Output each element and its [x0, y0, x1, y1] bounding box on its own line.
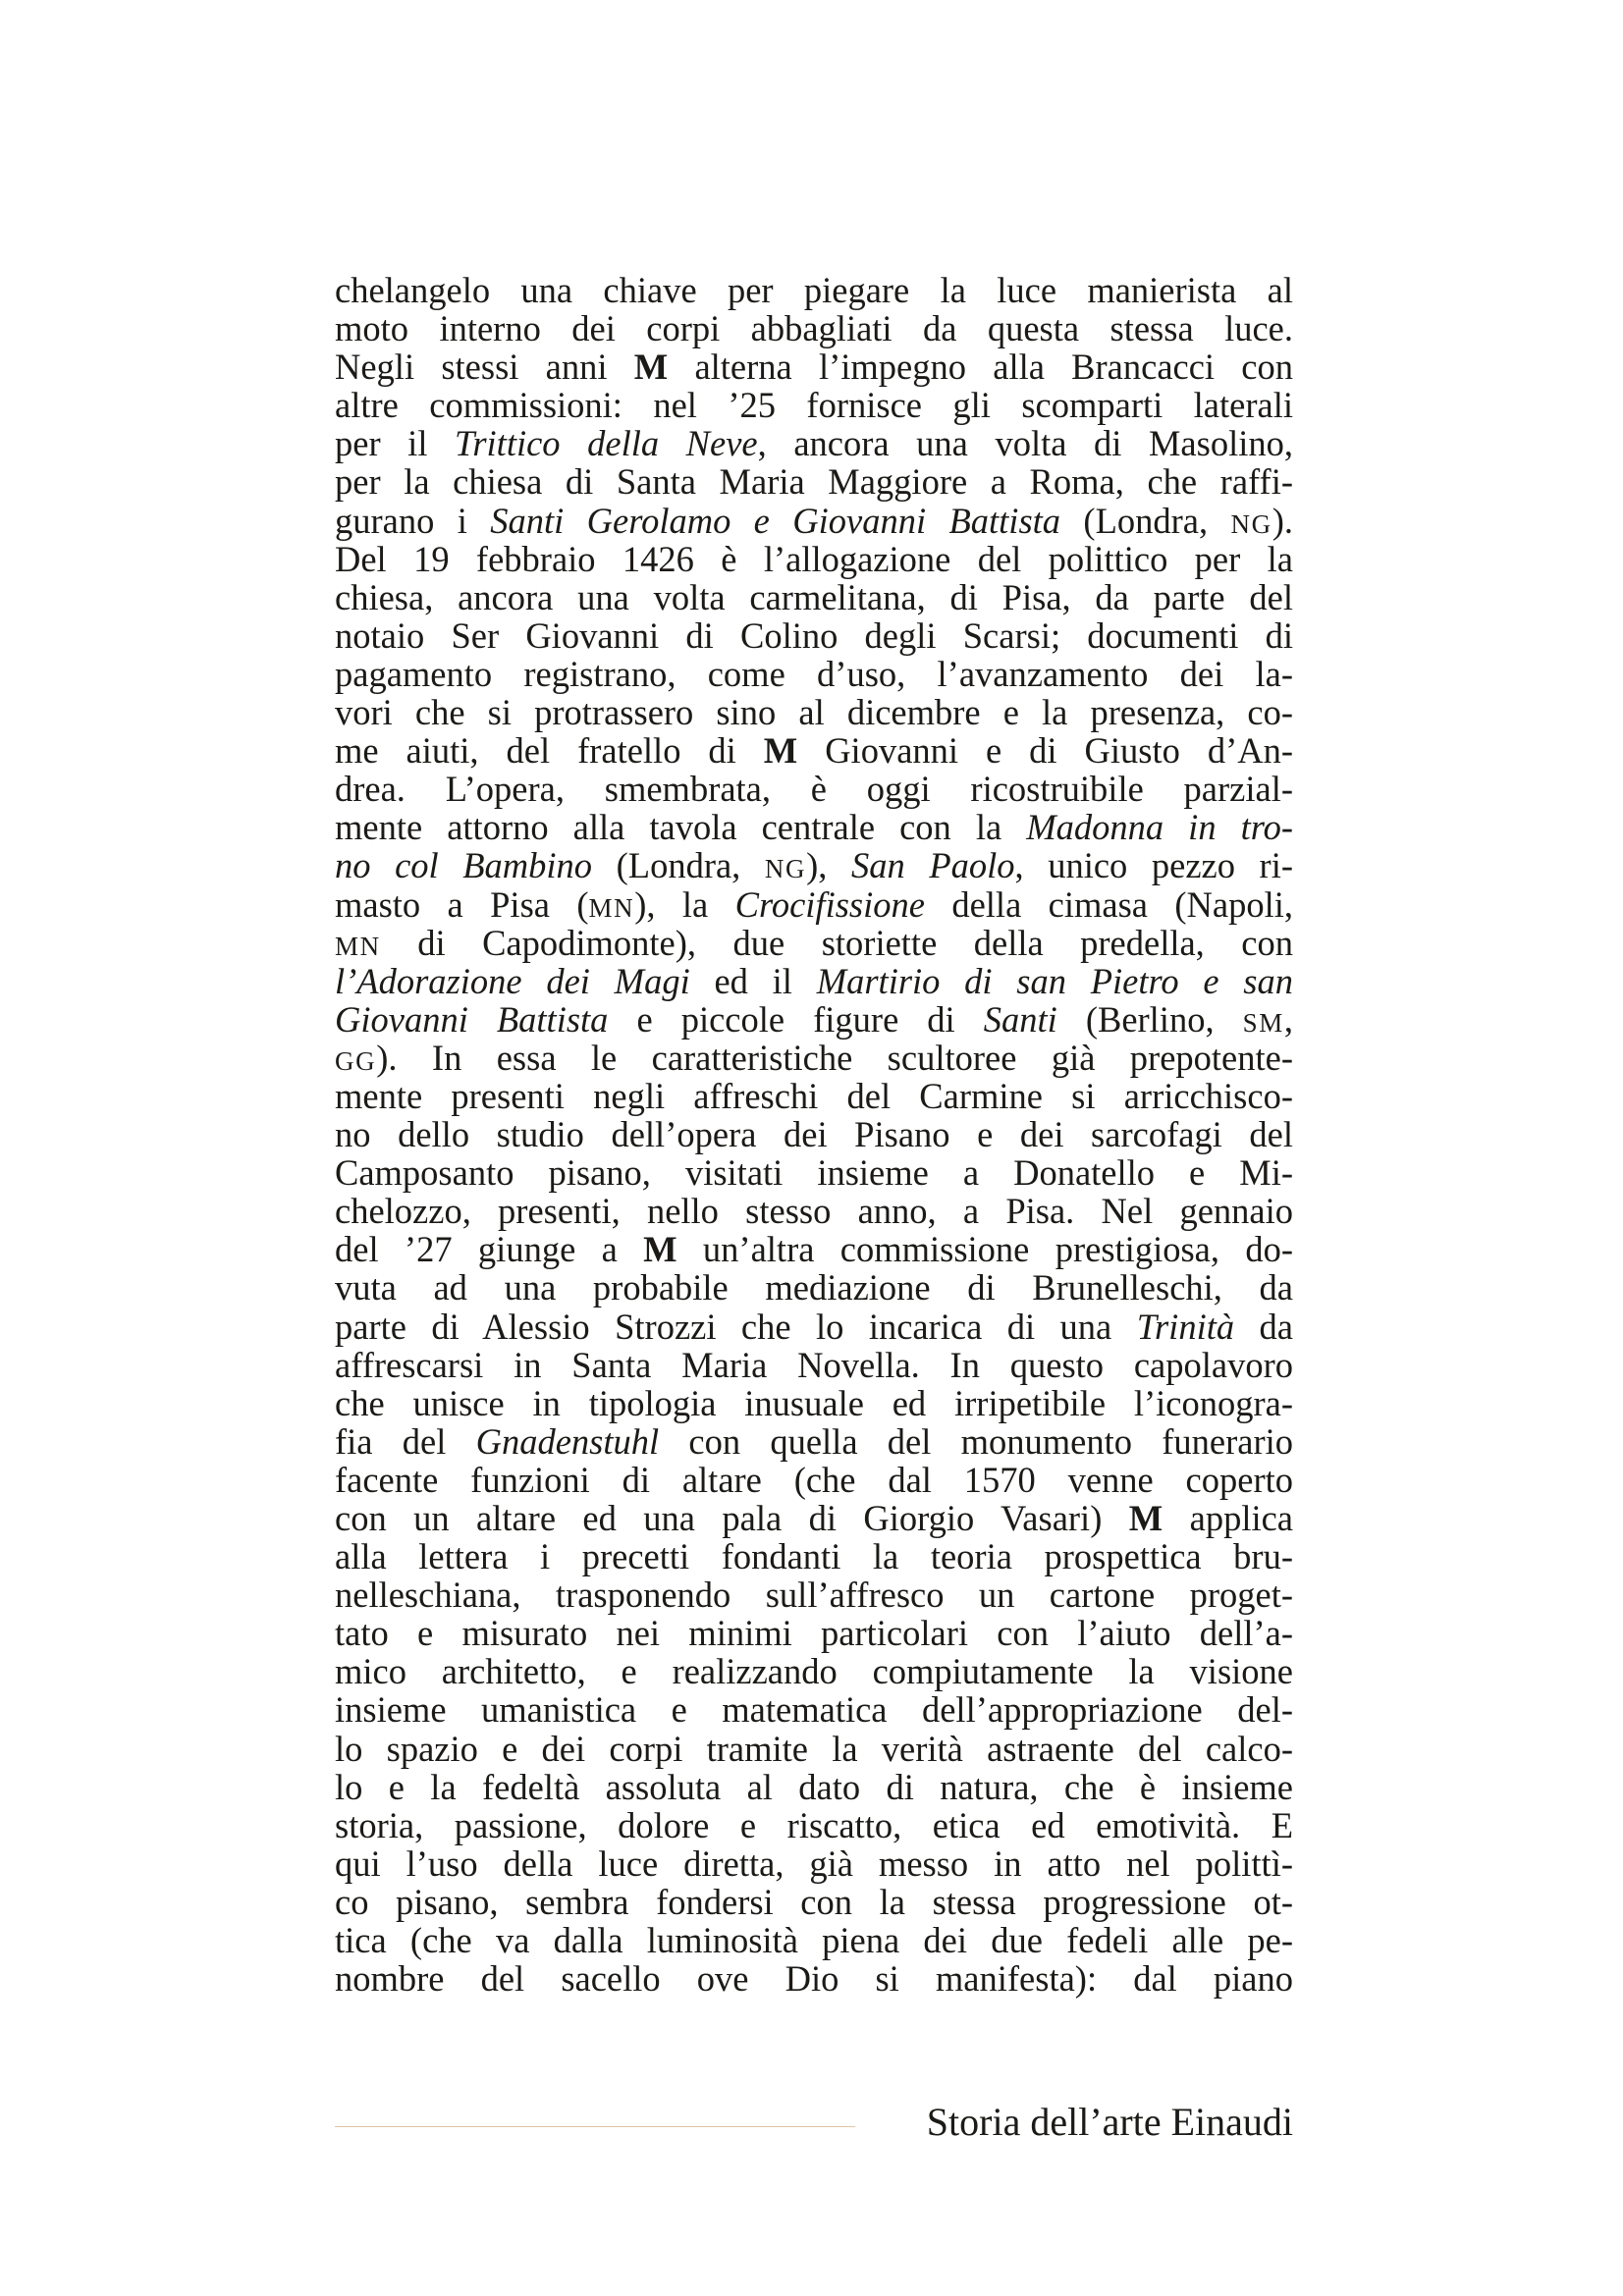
footer-title: Storia dell’arte Einaudi	[926, 2100, 1293, 2144]
text-line	[335, 1346, 1293, 1384]
text-span: alterna l’impegno alla Brancacci con	[668, 347, 1293, 388]
italic-span: Santi	[983, 998, 1057, 1040]
text-span: pagamento registrano, come d’uso, l’avanzamento dei la-	[335, 653, 1293, 694]
text-line	[335, 386, 1293, 424]
text-line	[335, 1422, 1293, 1461]
text-span: della cimasa (Napoli,	[924, 883, 1293, 925]
italic-span: San Paolo	[851, 845, 1015, 886]
small-caps-abbr: NG	[1230, 508, 1272, 539]
text-line	[335, 1614, 1293, 1652]
text-span: vuta ad una probabile mediazione di Brunelleschi, da	[335, 1267, 1293, 1308]
italic-span: Santi Gerolamo e Giovanni Battista	[490, 500, 1061, 541]
text-span: co pisano, sembra fondersi con la stessa progressione ot-	[335, 1881, 1293, 1922]
text-span: Camposanto pisano, visitati insieme a Donatello e Mi-	[335, 1152, 1293, 1194]
text-span: del ’27 giunge a	[335, 1229, 644, 1270]
author-initial: M	[763, 730, 798, 772]
footer-rule	[335, 2126, 855, 2127]
text-span: applica	[1163, 1498, 1294, 1538]
text-span: me aiuti, del fratello di	[335, 730, 764, 772]
text-line	[335, 885, 1293, 924]
text-line	[335, 1039, 1293, 1077]
text-line	[335, 309, 1293, 347]
text-span: facente funzioni di altare (che dal 1570 venne coperto	[335, 1459, 1293, 1500]
text-span: (Londra,	[1060, 500, 1231, 541]
text-line	[335, 1690, 1293, 1729]
text-line	[335, 693, 1293, 731]
text-line	[335, 347, 1293, 386]
text-span: ). In essa le caratteristiche scultoree già prepotente-	[376, 1037, 1293, 1078]
text-line	[335, 770, 1293, 808]
text-line	[335, 655, 1293, 693]
italic-span: Madonna in tro-	[1026, 807, 1293, 848]
text-span: (Berlino,	[1056, 998, 1243, 1040]
italic-span: Trittico della Neve	[455, 423, 758, 464]
text-span: ),	[806, 845, 851, 886]
text-line	[335, 846, 1293, 884]
text-span: , ancora una volta di Masolino,	[757, 423, 1293, 464]
italic-span: Crocifissione	[734, 883, 925, 925]
author-initial: M	[633, 347, 669, 388]
text-span: che unisce in tipologia inusuale ed irripetibile l’iconogra-	[335, 1382, 1293, 1423]
text-line	[335, 1308, 1293, 1346]
small-caps-abbr: MN	[588, 892, 635, 923]
text-span: chelangelo una chiave per piegare la luce manierista al	[335, 270, 1293, 310]
text-line	[335, 924, 1293, 962]
text-span: ed il	[689, 960, 817, 1001]
text-line	[335, 808, 1293, 846]
text-span: con quella del monumento funerario	[659, 1420, 1293, 1462]
text-line	[335, 1537, 1293, 1575]
italic-span: no col Bambino	[335, 845, 593, 886]
text-span: mente presenti negli affreschi del Carmine si arricchisco-	[335, 1075, 1293, 1116]
italic-span: l’Adorazione dei Magi	[335, 960, 690, 1001]
text-line	[335, 1384, 1293, 1422]
text-line	[335, 1230, 1293, 1268]
page-footer	[335, 2095, 1293, 2150]
author-initial: M	[643, 1229, 677, 1270]
text-span: da	[1234, 1306, 1293, 1347]
text-span: Negli stessi anni	[335, 347, 634, 388]
body-text	[335, 271, 1293, 1998]
text-line	[335, 1000, 1293, 1039]
text-span: ,	[1283, 998, 1293, 1040]
text-span: nombre del sacello ove Dio si manifesta): dal piano	[335, 1958, 1293, 2000]
text-line	[335, 578, 1293, 616]
text-line	[335, 540, 1293, 578]
text-span: per il	[335, 423, 456, 464]
text-span: alla lettera i precetti fondanti la teoria prospettica bru-	[335, 1536, 1293, 1577]
text-span: affrescarsi in Santa Maria Novella. In questo capolavoro	[335, 1344, 1293, 1385]
text-line	[335, 462, 1293, 501]
italic-span: Giovanni Battista	[335, 998, 609, 1040]
small-caps-abbr: GG	[335, 1045, 377, 1076]
text-line	[335, 616, 1293, 655]
text-span: ), la	[634, 883, 735, 925]
text-span: storia, passione, dolore e riscatto, etica ed emotività. E	[335, 1804, 1293, 1845]
text-line	[335, 1268, 1293, 1307]
text-span: ).	[1271, 500, 1294, 541]
small-caps-abbr: MN	[335, 931, 381, 961]
text-span: insieme umanistica e matematica dell’appropriazione del-	[335, 1689, 1293, 1731]
text-line	[335, 1883, 1293, 1921]
text-span: , unico pezzo ri-	[1014, 845, 1294, 886]
text-span: Del 19 febbraio 1426 è l’allogazione del polittico per la	[335, 538, 1293, 579]
text-line	[335, 1959, 1293, 1998]
text-span: qui l’uso della luce diretta, già messo in atto nel polittì-	[335, 1842, 1293, 1884]
text-span: gurano i	[335, 500, 491, 541]
text-span: drea. L’opera, smembrata, è oggi ricostruibile parzial-	[335, 769, 1293, 810]
text-line	[335, 1115, 1293, 1153]
text-line	[335, 1921, 1293, 1959]
text-span: moto interno dei corpi abbagliati da questa stessa luce.	[335, 308, 1293, 349]
text-span: (Londra,	[592, 845, 765, 886]
text-span: mente attorno alla tavola centrale con la	[335, 807, 1027, 848]
author-initial: M	[1128, 1498, 1163, 1538]
text-span: tica (che va dalla luminosità piena dei due fedeli alle pe-	[335, 1920, 1293, 1961]
text-line	[335, 1461, 1293, 1499]
text-line	[335, 1575, 1293, 1614]
text-span: chiesa, ancora una volta carmelitana, di Pisa, da parte del	[335, 576, 1293, 617]
text-span: fia del	[335, 1420, 476, 1462]
text-line	[335, 1806, 1293, 1844]
text-span: no dello studio dell’opera dei Pisano e dei sarcofagi del	[335, 1114, 1293, 1155]
italic-span: Martirio di san Pietro e san	[816, 960, 1294, 1001]
text-line	[335, 1844, 1293, 1883]
text-span: Giovanni e di Giusto d’An-	[797, 730, 1293, 772]
text-span: lo e la fedeltà assoluta al dato di natura, che è insieme	[335, 1766, 1293, 1807]
text-line	[335, 1652, 1293, 1690]
text-span: masto a Pisa (	[335, 883, 589, 925]
italic-span: Gnadenstuhl	[475, 1420, 660, 1462]
text-line	[335, 502, 1293, 540]
text-line	[335, 1768, 1293, 1806]
text-line	[335, 1192, 1293, 1230]
text-span: e piccole figure di	[608, 998, 984, 1040]
text-span: chelozzo, presenti, nello stesso anno, a Pisa. Nel gennaio	[335, 1191, 1293, 1232]
text-span: tato e misurato nei minimi particolari con l’aiuto dell’a-	[335, 1613, 1293, 1654]
text-span: nelleschiana, trasponendo sull’affresco un cartone proget-	[335, 1575, 1293, 1616]
text-span: parte di Alessio Strozzi che lo incarica di una	[335, 1306, 1137, 1347]
text-span: altre commissioni: nel ’25 fornisce gli scomparti laterali	[335, 385, 1293, 426]
text-line	[335, 424, 1293, 462]
small-caps-abbr: NG	[764, 854, 807, 884]
text-span: un’altra commissione prestigiosa, do-	[676, 1229, 1293, 1270]
text-span: vori che si protrassero sino al dicembre e la presenza, co-	[335, 692, 1293, 733]
text-line	[335, 1153, 1293, 1192]
text-line	[335, 1730, 1293, 1768]
text-line	[335, 731, 1293, 770]
text-line	[335, 962, 1293, 1000]
small-caps-abbr: SM	[1242, 1007, 1284, 1038]
text-span: notaio Ser Giovanni di Colino degli Scarsi; documenti di	[335, 614, 1293, 656]
text-line	[335, 271, 1293, 309]
text-span: lo spazio e dei corpi tramite la verità astraente del calco-	[335, 1728, 1293, 1769]
text-line	[335, 1077, 1293, 1115]
text-span: mico architetto, e realizzando compiutamente la visione	[335, 1651, 1293, 1692]
italic-span: Trinità	[1136, 1306, 1235, 1347]
text-span: di Capodimonte), due storiette della predella, con	[380, 922, 1293, 963]
text-line	[335, 1499, 1293, 1537]
text-span: per la chiesa di Santa Maria Maggiore a Roma, che raffi-	[335, 461, 1293, 503]
text-span: con un altare ed una pala di Giorgio Vasari)	[335, 1498, 1129, 1538]
